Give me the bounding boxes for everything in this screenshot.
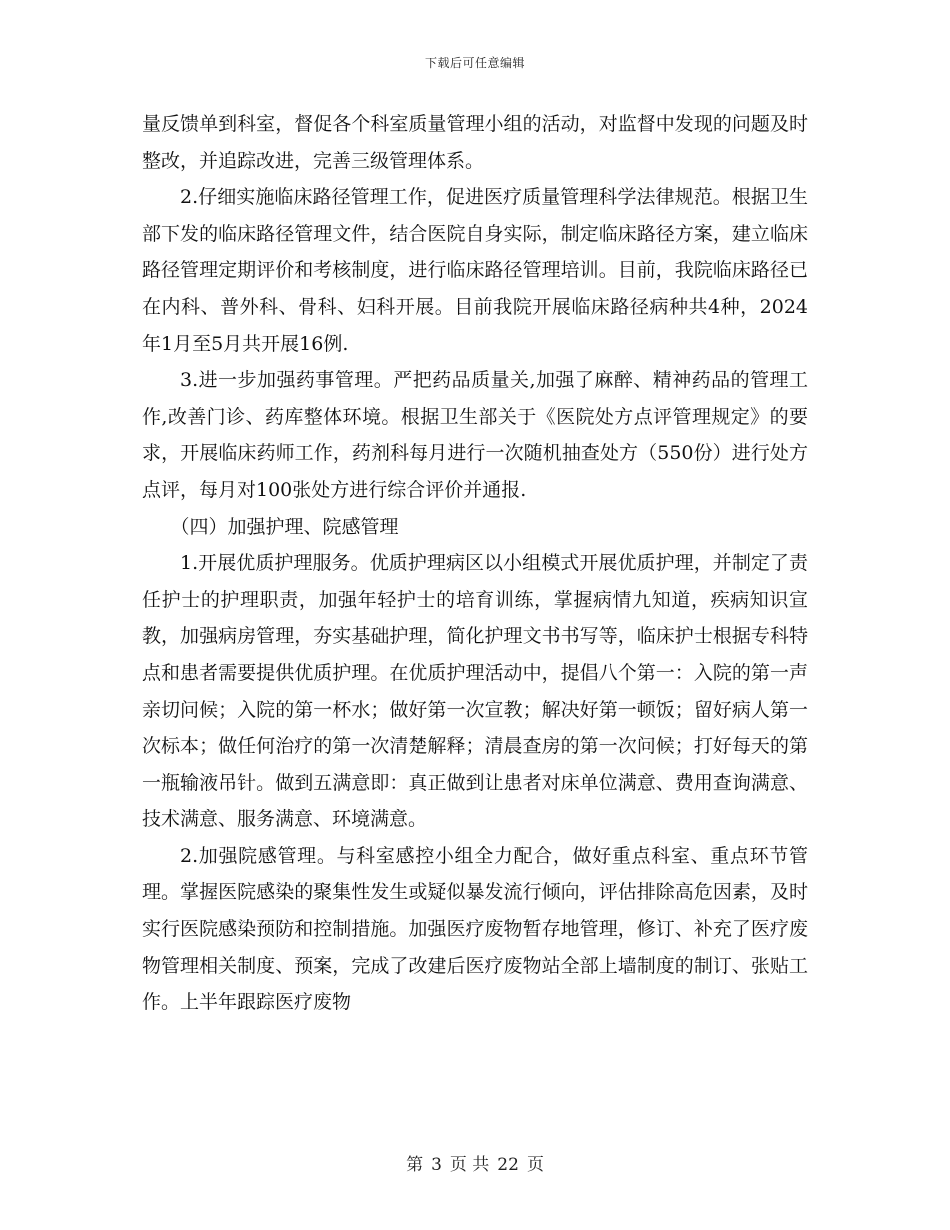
- paragraph-clinical-pathway: 2.仔细实施临床路径管理工作，促进医疗质量管理科学法律规范。根据卫生部下发的临床路径管理文件，结合医院自身实际，制定临床路径方案，建立临床路径管理定期评价和考核制度，进行临床路径管理培训。目前，我院临床路径已在内科、普外科、骨科、妇科开展。目前我院开展临床路径病种共4种，2024年1月至5月共开展16例.: [142, 186, 808, 355]
- footer-mid-label: 页 共: [449, 1155, 490, 1175]
- footer-page-label: 第: [406, 1155, 424, 1175]
- paragraph-continuation: 量反馈单到科室，督促各个科室质量管理小组的活动，对监督中发现的问题及时整改，并追踪改进，完善三级管理体系。: [142, 113, 808, 172]
- document-body: [142, 106, 808, 1021]
- footer-page-number: 3: [431, 1155, 442, 1175]
- page-header: 下载后可任意编辑: [424, 56, 525, 70]
- page-footer: [0, 1150, 950, 1175]
- paragraph-pharmacy-management: 3.进一步加强药事管理。严把药品质量关,加强了麻醉、精神药品的管理工作,改善门诊、药库整体环境。根据卫生部关于《医院处方点评管理规定》的要求，开展临床药师工作，药剂科每月进行一次随机抽查处方（550份）进行处方点评，每月对100张处方进行综合评价并通报.: [142, 369, 808, 501]
- paragraph-quality-nursing: 1.开展优质护理服务。优质护理病区以小组模式开展优质护理，并制定了责任护士的护理职责，加强年轻护士的培育训练，掌握病情九知道，疾病知识宣教，加强病房管理，夯实基础护理，简化护理文书书写等，临床护士根据专科特点和患者需要提供优质护理。在优质护理活动中，提倡八个第一：入院的第一声亲切问候；入院的第一杯水；做好第一次宣教；解决好第一顿饭；留好病人第一次标本；做任何治疗的第一次清楚解释；清晨查房的第一次问候；打好每天的第一瓶输液吊针。做到五满意即：真正做到让患者对床单位满意、费用查询满意、技术满意、服务满意、环境满意。: [142, 552, 808, 831]
- section-heading-nursing: （四）加强护理、院感管理: [170, 515, 399, 538]
- paragraph-infection-control: 2.加强院感管理。与科室感控小组全力配合，做好重点科室、重点环节管理。掌握医院感染的聚集性发生或疑似暴发流行倾向，评估排除高危因素，及时实行医院感染预防和控制措施。加强医疗废物暂存地管理，修订、补充了医疗废物管理相关制度、预案，完成了改建后医疗废物站全部上墙制度的制订、张贴工作。上半年跟踪医疗废物: [142, 844, 808, 1014]
- footer-end-label: 页: [526, 1155, 544, 1175]
- footer-total-pages: 22: [497, 1155, 519, 1175]
